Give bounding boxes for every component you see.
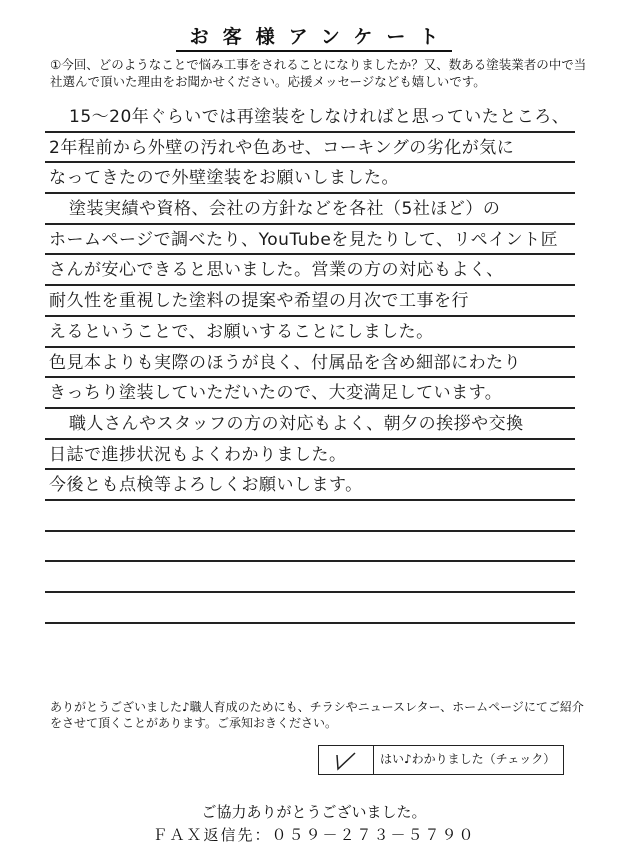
- answer-line: えるということで、お願いすることにしました。: [45, 317, 575, 348]
- answer-line: 耐久性を重視した塗料の提案や希望の月次で工事を行: [45, 286, 575, 317]
- answer-line: 日誌で進捗状況もよくわかりました。: [45, 440, 575, 471]
- answer-line: 2年程前から外壁の汚れや色あせ、コーキングの劣化が気に: [45, 133, 575, 164]
- answer-line: 今後とも点検等よろしくお願いします。: [45, 470, 575, 501]
- answer-line: [45, 562, 575, 593]
- notice-text: ありがとうございました♪職人育成のためにも、チラシやニュースレター、ホームページにてご紹介をさせて頂くことがあります。ご承知おきください。: [50, 700, 584, 730]
- checkmark-icon: [335, 751, 357, 771]
- answer-line: 塗装実績や資格、会社の方針などを各社（5社ほど）の: [45, 194, 575, 225]
- answer-line: きっちり塗装していただいたので、大変満足しています。: [45, 378, 575, 409]
- consent-checkbox[interactable]: [319, 746, 374, 774]
- answer-line: 職人さんやスタッフの方の対応もよく、朝夕の挨拶や交換: [45, 409, 575, 440]
- closing-text: ご協力ありがとうございました。: [201, 803, 427, 821]
- fax-number: ＦＡＸ返信先：０５９－２７３－５７９０: [152, 826, 476, 844]
- consent-checkbox-row[interactable]: [318, 745, 564, 775]
- answer-line: さんが安心できると思いました。営業の方の対応もよく、: [45, 255, 575, 286]
- question-text: ①今回、どのようなことで悩み工事をされることになりましたか？又、数ある塗装業者の中で当社選んで頂いた理由をお聞かせください。応援メッセージなども嬉しいです。: [50, 57, 587, 89]
- consent-label: はい♪わかりました（チェック）: [380, 752, 556, 766]
- answer-line: なってきたので外壁塗装をお願いしました。: [45, 163, 575, 194]
- answer-line: 色見本よりも実際のほうが良く、付属品を含め細部にわたり: [45, 348, 575, 379]
- answer-line: [45, 532, 575, 563]
- answer-line: [45, 501, 575, 532]
- answer-line: 15～20年ぐらいでは再塗装をしなければと思っていたところ、: [45, 102, 575, 133]
- closing-block: [0, 801, 628, 847]
- answer-area: [45, 102, 575, 624]
- answer-line: [45, 593, 575, 624]
- answer-line: ホームページで調べたり、YouTubeを見たりして、リペイント匠: [45, 225, 575, 256]
- page-title: お客様アンケート: [0, 22, 628, 49]
